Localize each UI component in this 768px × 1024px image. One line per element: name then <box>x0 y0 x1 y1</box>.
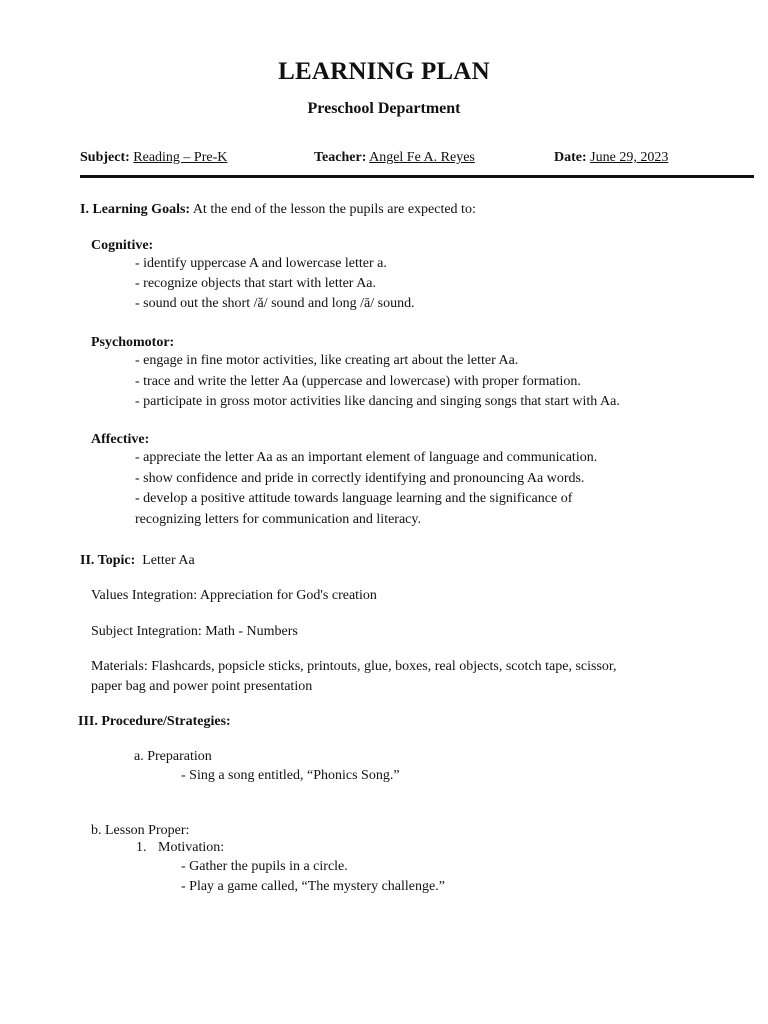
teacher-field <box>314 150 475 166</box>
psychomotor-item: - trace and write the letter Aa (uppercase and lowercase) with proper formation. <box>135 374 581 389</box>
values-integration: Values Integration: Appreciation for God's creation <box>91 588 377 603</box>
cognitive-item: - sound out the short /ă/ sound and long /ā/ sound. <box>135 296 415 311</box>
topic-heading: II. Topic: <box>80 553 136 568</box>
affective-item: recognizing letters for communication and literacy. <box>135 512 421 527</box>
learning-goals-intro: At the end of the lesson the pupils are expected to: <box>192 202 476 217</box>
procedure-heading: III. Procedure/Strategies: <box>78 714 231 729</box>
cognitive-item: - recognize objects that start with letter Aa. <box>135 276 377 291</box>
subject-integration: Subject Integration: Math - Numbers <box>91 624 298 639</box>
affective-item: - develop a positive attitude towards language learning and the significance of <box>135 491 573 506</box>
materials-line: Materials: Flashcards, popsicle sticks, printouts, glue, boxes, real objects, scotch tape, scissor, <box>91 659 617 674</box>
motivation-label: Motivation: <box>158 840 225 855</box>
lesson-proper-label: b. Lesson Proper: <box>91 823 190 838</box>
subject-field <box>80 150 227 166</box>
topic-line <box>80 553 195 569</box>
motivation-item: - Play a game called, “The mystery challenge.” <box>181 879 445 894</box>
psychomotor-label: Psychomotor: <box>91 335 175 350</box>
subject-label: Subject: <box>80 150 130 165</box>
date-field <box>554 150 668 166</box>
psychomotor-item: - participate in gross motor activities like dancing and singing songs that start with Aa. <box>135 394 620 409</box>
date-value: June 29, 2023 <box>590 150 669 165</box>
department-subtitle: Preschool Department <box>307 100 461 117</box>
cognitive-item: - identify uppercase A and lowercase letter a. <box>135 256 387 271</box>
preparation-label: a. Preparation <box>134 749 212 764</box>
cognitive-label: Cognitive: <box>91 238 154 253</box>
preparation-item: - Sing a song entitled, “Phonics Song.” <box>181 768 400 783</box>
affective-item: - appreciate the letter Aa as an important element of language and communication. <box>135 450 598 465</box>
affective-label: Affective: <box>91 432 150 447</box>
teacher-value: Angel Fe A. Reyes <box>369 150 475 165</box>
materials-line: paper bag and power point presentation <box>91 679 313 694</box>
motivation-number: 1. <box>136 840 147 855</box>
date-label: Date: <box>554 150 587 165</box>
teacher-label: Teacher: <box>314 150 367 165</box>
psychomotor-item: - engage in fine motor activities, like creating art about the letter Aa. <box>135 353 519 368</box>
motivation-item: - Gather the pupils in a circle. <box>181 859 348 874</box>
page-title: LEARNING PLAN <box>278 58 490 85</box>
header-divider <box>80 175 754 178</box>
topic-value: Letter Aa <box>142 553 195 568</box>
subject-value: Reading – Pre-K <box>133 150 228 165</box>
affective-item: - show confidence and pride in correctly identifying and pronouncing Aa words. <box>135 471 585 486</box>
learning-goals-heading: I. Learning Goals: At the end of the lesson the pupils are expected to: <box>80 202 476 217</box>
